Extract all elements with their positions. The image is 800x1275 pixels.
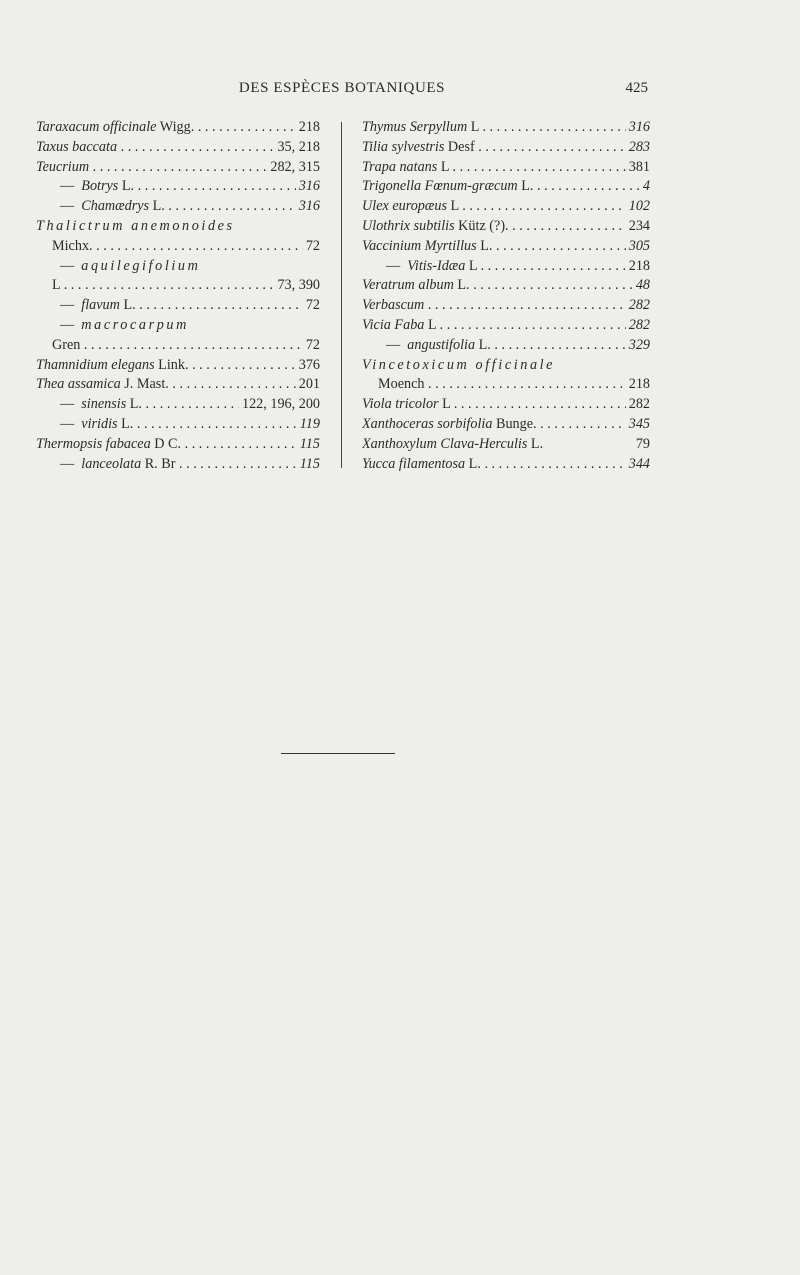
entry-name (36, 296, 320, 316)
index-entry (36, 395, 320, 415)
index-entry (36, 415, 320, 435)
page-reference: 329 (626, 336, 650, 356)
species-name: Chamædrys (81, 198, 150, 215)
leader-dots (450, 396, 650, 412)
index-entry (362, 237, 650, 257)
entry-name (36, 375, 320, 395)
entry-name (362, 177, 650, 197)
index-column-right (362, 118, 650, 474)
ditto-dash: — (60, 396, 82, 413)
leader-dots (449, 159, 650, 175)
page-reference: 122, 196, 200 (239, 395, 320, 415)
page-reference: 316 (296, 177, 320, 197)
page-reference: 35, 218 (274, 138, 320, 158)
entry-authority: Wigg. (156, 119, 195, 135)
page-reference: 115 (297, 435, 320, 455)
species-name: Teucrium (36, 158, 90, 175)
species-name: Veratrum album (362, 277, 454, 294)
species-name: flavum (81, 297, 120, 314)
species-name: Thymus Serpyllum (362, 119, 468, 135)
index-entry (36, 296, 320, 316)
column-divider (341, 122, 342, 468)
ditto-dash: — (60, 257, 82, 274)
species-name: Thermopsis fabacea (36, 435, 151, 452)
species-name: Thamnidium elegans (36, 356, 155, 373)
species-name: Xanthoxylum Clava-Herculis (362, 435, 528, 452)
index-entry (362, 455, 650, 475)
index-entry (36, 336, 320, 356)
entry-authority: L. (119, 297, 136, 314)
entry-name (362, 316, 650, 336)
entry-name (362, 455, 650, 475)
species-name: Taraxacum officinale (36, 119, 157, 135)
species-name: Thalictrum anemonoides (36, 217, 235, 234)
index-entry (36, 375, 320, 395)
entry-authority: D C. (150, 435, 182, 452)
entry-name (362, 415, 650, 435)
page-reference: 48 (633, 276, 650, 296)
species-name: Trigonella Fœnum-græcum (362, 178, 518, 195)
leader-dots (436, 317, 650, 333)
entry-name (36, 237, 320, 257)
entry-authority: Michx. (52, 237, 93, 254)
entry-name (362, 375, 650, 395)
page-reference: 4 (640, 177, 650, 197)
page-reference: 115 (297, 455, 320, 475)
index-entry (362, 375, 650, 395)
species-name: Thea assamica (36, 376, 121, 393)
entry-authority: L. (476, 237, 493, 254)
entry-authority: Bunge. (492, 415, 537, 432)
entry-name (362, 296, 650, 316)
index-entry (362, 435, 650, 455)
entry-name (36, 336, 320, 356)
entry-authority: L. (117, 415, 134, 432)
index-entry (362, 395, 650, 415)
entry-name (36, 316, 189, 336)
page-reference: 316 (626, 118, 650, 138)
index-entry (36, 138, 320, 158)
page-reference: 218 (626, 257, 650, 277)
page-reference: 218 (296, 118, 320, 138)
page-reference: 119 (297, 415, 320, 435)
entry-name (36, 118, 320, 138)
index-entry (362, 276, 650, 296)
page-reference: 73, 390 (274, 276, 320, 296)
entry-name (36, 415, 320, 435)
entry-name (362, 336, 650, 356)
species-name: Ulothrix subtilis (362, 217, 455, 234)
index-entry (36, 435, 320, 455)
entry-name (36, 356, 320, 376)
page-reference: 201 (296, 375, 320, 395)
entry-authority: Moench (378, 376, 425, 393)
leader-dots (477, 258, 650, 274)
entry-authority: L (438, 396, 451, 413)
page-reference: 381 (626, 158, 650, 178)
ditto-dash: — (60, 455, 82, 472)
species-name: Ulex europæus (362, 198, 447, 215)
page-reference: 72 (303, 237, 320, 257)
species-name: Vincetoxicum officinale (362, 356, 556, 373)
species-name: Xanthoceras sorbifolia (362, 415, 493, 432)
page-reference: 345 (626, 415, 650, 435)
leader-dots (134, 178, 320, 194)
page-title: DES ESPÈCES BOTANIQUES (238, 80, 446, 96)
page-reference: 344 (626, 455, 650, 475)
entry-authority: Kütz (?). (454, 217, 509, 234)
entry-authority: L. (126, 396, 142, 413)
entry-authority: L. (475, 336, 491, 353)
leader-dots (136, 297, 320, 313)
species-name: Trapa natans (362, 158, 438, 175)
entry-authority: L. (453, 277, 470, 294)
leader-dots (80, 337, 320, 353)
species-name: Vitis-Idæa (407, 257, 466, 274)
entry-authority: L. (527, 435, 544, 452)
leader-dots (425, 376, 651, 392)
entry-name (362, 257, 650, 277)
entry-name (36, 197, 320, 217)
species-name: Vicia Faba (362, 316, 425, 333)
entry-name (36, 217, 235, 237)
page-reference: 102 (626, 197, 650, 217)
leader-dots (533, 178, 650, 194)
entry-name (362, 197, 650, 217)
page-reference: 282, 315 (267, 158, 320, 178)
entry-authority: L (467, 119, 479, 135)
species-name: aquilegifolium (81, 257, 201, 274)
species-name: macrocarpum (81, 316, 189, 333)
entry-authority: L. (517, 178, 534, 195)
leader-dots (133, 416, 320, 432)
page-reference: 305 (626, 237, 650, 257)
page-reference: 283 (626, 138, 650, 158)
index-entry (36, 316, 320, 336)
entry-authority: L (465, 257, 478, 274)
entry-authority: L. (149, 198, 165, 215)
leader-dots (475, 139, 650, 155)
index-entry (362, 336, 650, 356)
page-reference: 72 (303, 336, 320, 356)
entry-name (36, 455, 320, 475)
page-reference: 376 (296, 356, 320, 376)
species-name: Tilia sylvestris (362, 138, 445, 155)
ditto-dash: — (386, 257, 408, 274)
index-entry (36, 356, 320, 376)
page-reference: 72 (303, 296, 320, 316)
index-entry (362, 217, 650, 237)
entry-authority: L (424, 316, 437, 333)
species-name: Botrys (81, 178, 119, 195)
leader-dots (93, 238, 320, 254)
ditto-dash: — (60, 297, 82, 314)
entry-name (36, 257, 200, 277)
ditto-dash: — (60, 415, 82, 432)
index-entry (36, 257, 320, 277)
page-reference: 282 (626, 296, 650, 316)
entry-name (362, 118, 650, 138)
index-column-left (36, 118, 320, 474)
entry-authority: R. Br (141, 455, 176, 472)
index-entry (362, 296, 650, 316)
index-entry (362, 415, 650, 435)
page-reference: 316 (296, 197, 320, 217)
species-name: Verbascum (362, 297, 425, 314)
entry-authority: L (437, 158, 449, 175)
entry-authority: Link. (154, 356, 189, 373)
page-reference: 218 (626, 375, 650, 395)
entry-name (362, 138, 650, 158)
index-entry (362, 356, 650, 376)
index-entry (36, 158, 320, 178)
page-number: 425 (625, 80, 648, 96)
entry-name (362, 435, 543, 455)
index-entry (362, 257, 650, 277)
index-entry (362, 158, 650, 178)
species-name: Yucca filamentosa (362, 455, 466, 472)
page-reference: 79 (633, 435, 650, 455)
entry-name (36, 435, 320, 455)
ditto-dash: — (60, 178, 82, 195)
index-entry (362, 316, 650, 336)
entry-name (362, 276, 650, 296)
species-name: Taxus baccata (36, 138, 118, 155)
index-entry (36, 455, 320, 475)
species-name: sinensis (81, 396, 127, 413)
end-rule (281, 753, 395, 754)
entry-authority: L. (465, 455, 481, 472)
index-entry (36, 276, 320, 296)
index-entry (36, 217, 320, 237)
species-name: Vaccinium Myrtillus (362, 237, 477, 254)
species-name: angustifolia (407, 336, 476, 353)
index-entry (36, 177, 320, 197)
entry-name (36, 177, 320, 197)
ditto-dash: — (386, 336, 408, 353)
entry-authority: L (446, 198, 459, 215)
entry-authority: L. (118, 178, 135, 195)
ditto-dash: — (60, 198, 82, 215)
entry-authority: Desf (444, 138, 475, 155)
entry-name (362, 217, 650, 237)
page-reference: 282 (626, 316, 650, 336)
entry-name (362, 356, 555, 376)
index-entry (36, 118, 320, 138)
entry-name (362, 158, 650, 178)
entry-authority: J. Mast. (120, 376, 169, 393)
species-name: Viola tricolor (362, 396, 439, 413)
entry-authority: Gren (52, 336, 81, 353)
ditto-dash: — (60, 316, 82, 333)
species-name: viridis (81, 415, 118, 432)
leader-dots (459, 198, 650, 214)
index-entry (36, 237, 320, 257)
index-entry (362, 177, 650, 197)
running-header (36, 80, 648, 102)
leader-dots (470, 277, 650, 293)
index-entry (36, 197, 320, 217)
entry-name (362, 395, 650, 415)
leader-dots (479, 119, 650, 135)
entry-authority: L (52, 277, 61, 294)
leader-dots (424, 297, 650, 313)
index-entry (362, 138, 650, 158)
leader-dots (481, 456, 650, 472)
page-reference: 282 (626, 395, 650, 415)
page-reference: 234 (626, 217, 650, 237)
index-entry (362, 197, 650, 217)
index-entry (362, 118, 650, 138)
entry-name (362, 237, 650, 257)
species-name: lanceolata (81, 455, 142, 472)
